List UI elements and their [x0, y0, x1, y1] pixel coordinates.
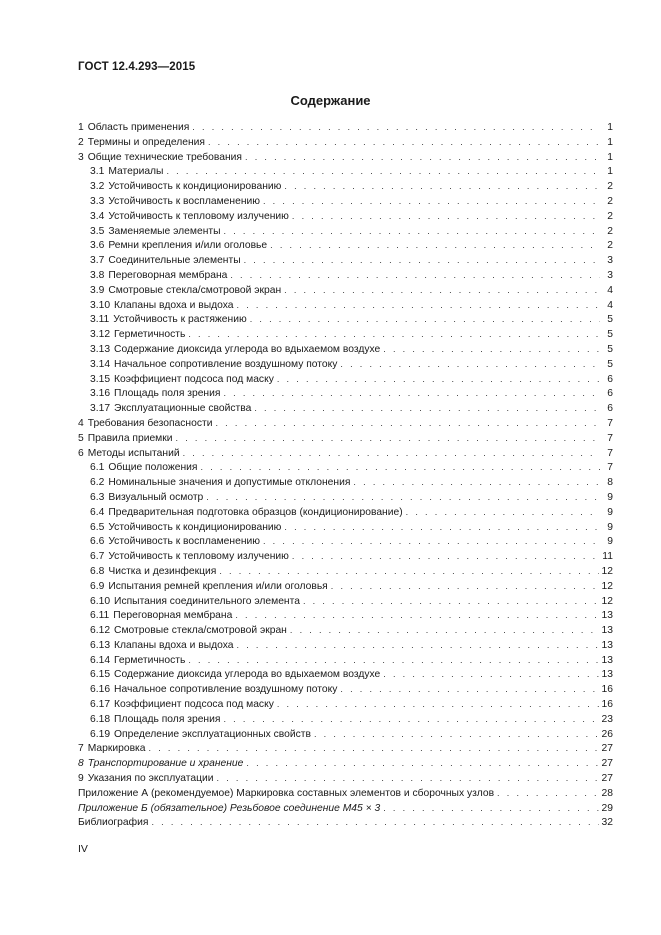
toc-entry-page: 12 — [601, 565, 613, 577]
toc-entry-number: 3 — [78, 151, 84, 163]
toc-entry-title: Общие технические требования — [87, 151, 242, 163]
toc-entry-number: 6.4 — [90, 506, 105, 518]
toc-entry-number: 5 — [78, 432, 84, 444]
toc-entry-number: 3.17 — [90, 403, 111, 415]
toc-entry-page: 4 — [607, 299, 613, 311]
document-header: ГОСТ 12.4.293—2015 — [78, 61, 196, 73]
toc-entry-number: 1 — [78, 122, 84, 133]
toc-dot-leader — [206, 490, 600, 505]
toc-dot-leader — [254, 401, 600, 416]
toc-entry-title: Устойчивость к воспламенению — [108, 195, 260, 207]
toc-entry[interactable] — [78, 490, 613, 505]
toc-entry-number: 6.18 — [90, 713, 111, 725]
toc-entry-page: 9 — [607, 491, 613, 503]
toc-entry-number: 4 — [78, 417, 84, 429]
toc-entry-page: 13 — [601, 610, 613, 622]
toc-entry-page: 6 — [607, 403, 613, 415]
toc-entry-title: Предварительная подготовка образцов (кондиционирование) — [108, 506, 403, 518]
toc-entry-title: Коэффициент подсоса под маску — [114, 373, 274, 385]
toc-entry-title: Термины и определения — [87, 136, 205, 148]
toc-dot-leader — [284, 283, 600, 298]
toc-entry-title: Переговорная мембрана — [113, 610, 233, 622]
toc-dot-leader — [270, 238, 600, 253]
toc-dot-leader — [263, 194, 600, 209]
toc-entry-title: Начальное сопротивление воздушному потоку — [114, 684, 338, 696]
toc-dot-leader — [263, 534, 600, 549]
toc-entry-page: 23 — [601, 713, 613, 725]
toc-entry-title: Площадь поля зрения — [114, 388, 221, 400]
toc-dot-leader — [151, 815, 598, 830]
toc-dot-leader — [340, 682, 598, 697]
toc-entry[interactable] — [78, 312, 613, 327]
toc-entry-title: Смотровые стекла/смотровой экран — [108, 284, 282, 296]
toc-entry[interactable] — [78, 179, 613, 194]
toc-entry[interactable] — [78, 534, 613, 549]
toc-entry[interactable] — [78, 505, 613, 520]
toc-entry-page: 1 — [607, 166, 613, 178]
toc-entry-page: 5 — [607, 358, 613, 370]
toc-dot-leader — [292, 549, 599, 564]
toc-entry-title: Требования безопасности — [87, 417, 213, 429]
toc-entry-number: 3.16 — [90, 388, 111, 400]
toc-dot-leader — [250, 312, 600, 327]
toc-entry-page: 16 — [601, 684, 613, 696]
toc-entry-title: Клапаны вдоха и выдоха — [114, 639, 234, 651]
toc-entry-title: Методы испытаний — [87, 447, 180, 459]
toc-entry[interactable] — [78, 357, 613, 372]
toc-entry-title: Область применения — [87, 122, 190, 133]
toc-entry[interactable] — [78, 712, 613, 727]
toc-entry-number: 6.12 — [90, 625, 111, 637]
toc-entry[interactable] — [78, 372, 613, 387]
toc-dot-leader — [245, 150, 600, 165]
toc-entry-title: Эксплуатационные свойства — [114, 403, 252, 415]
page-number: IV — [78, 843, 88, 855]
toc-entry-number: 9 — [78, 773, 84, 785]
toc-entry-page: 11 — [602, 551, 613, 563]
toc-dot-leader — [215, 416, 600, 431]
toc-dot-leader — [183, 446, 600, 461]
toc-entry-number: 6.14 — [90, 654, 111, 666]
toc-entry-title: Чистка и дезинфекция — [108, 565, 217, 577]
toc-entry[interactable] — [78, 564, 613, 579]
toc-entry-number: 6.19 — [90, 728, 111, 740]
toc-entry-number: 3.1 — [90, 166, 105, 178]
toc-entry-title: Правила приемки — [87, 432, 173, 444]
toc-entry-number: 6.9 — [90, 580, 105, 592]
toc-entry[interactable] — [78, 209, 613, 224]
toc-dot-leader — [284, 179, 600, 194]
toc-dot-leader — [208, 135, 600, 150]
toc-entry[interactable] — [78, 638, 613, 653]
toc-entry[interactable] — [78, 416, 613, 431]
toc-entry-number: 3.5 — [90, 225, 105, 237]
toc-entry-number: 2 — [78, 136, 84, 148]
toc-entry[interactable] — [78, 253, 613, 268]
toc-entry-title: Материалы — [108, 166, 164, 178]
toc-dot-leader — [192, 120, 600, 135]
toc-entry-number: 6.15 — [90, 669, 111, 681]
toc-entry-title: Приложение Б (обязательное) Резьбовое соединение М45 × 3 — [78, 802, 381, 814]
toc-entry-number: 6.11 — [90, 610, 110, 622]
toc-entry-page: 3 — [607, 255, 613, 267]
toc-entry-title: Библиография — [78, 817, 149, 829]
toc-entry-page: 2 — [607, 225, 613, 237]
toc-entry-page: 9 — [607, 521, 613, 533]
toc-dot-leader — [406, 505, 600, 520]
toc-entry[interactable] — [78, 135, 613, 150]
toc-entry-page: 7 — [607, 432, 613, 444]
toc-dot-leader — [237, 638, 599, 653]
toc-dot-leader — [277, 372, 600, 387]
toc-entry[interactable] — [78, 386, 613, 401]
toc-entry-page: 13 — [601, 654, 613, 666]
toc-entry-page: 7 — [607, 417, 613, 429]
toc-entry-page: 7 — [607, 447, 613, 459]
toc-entry[interactable] — [78, 475, 613, 490]
toc-entry-number: 6.2 — [90, 477, 105, 489]
toc-dot-leader — [223, 386, 600, 401]
toc-entry-number: 6 — [78, 447, 84, 459]
toc-entry-page: 13 — [601, 639, 613, 651]
toc-entry-page: 1 — [607, 151, 613, 163]
toc-entry[interactable] — [78, 460, 613, 475]
toc-entry-title: Переговорная мембрана — [108, 269, 228, 281]
toc-entry[interactable] — [78, 401, 613, 416]
toc-entry-title: Устойчивость к кондиционированию — [108, 521, 282, 533]
toc-entry-title: Ремни крепления и/или оголовье — [108, 240, 268, 252]
toc-entry-page: 27 — [601, 758, 613, 770]
toc-entry[interactable] — [78, 342, 613, 357]
toc-entry-title: Визуальный осмотр — [108, 491, 204, 503]
toc-dot-leader — [383, 801, 598, 816]
toc-entry-page: 2 — [607, 195, 613, 207]
toc-dot-leader — [246, 756, 598, 771]
toc-entry[interactable] — [78, 520, 613, 535]
toc-entry-title: Номинальные значения и допустимые отклонения — [108, 477, 351, 489]
toc-dot-leader — [235, 608, 598, 623]
toc-entry[interactable] — [78, 594, 613, 609]
toc-entry-number: 3.7 — [90, 255, 105, 267]
toc-entry[interactable] — [78, 786, 613, 801]
toc-entry-title: Устойчивость к растяжению — [113, 314, 247, 326]
toc-entry-number: 6.17 — [90, 699, 111, 711]
toc-entry-title: Смотровые стекла/смотровой экран — [114, 625, 287, 637]
toc-dot-leader — [223, 712, 598, 727]
toc-dot-leader — [292, 209, 600, 224]
toc-entry-page: 2 — [607, 181, 613, 193]
toc-dot-leader — [201, 460, 601, 475]
toc-entry-page: 32 — [601, 817, 613, 829]
toc-entry-page: 5 — [607, 314, 613, 326]
toc-entry-page: 5 — [607, 329, 613, 341]
toc-entry-number: 6.10 — [90, 595, 111, 607]
toc-entry-number: 6.8 — [90, 565, 105, 577]
toc-entry-page: 12 — [601, 580, 613, 592]
toc-dot-leader — [188, 327, 600, 342]
toc-dot-leader — [219, 564, 598, 579]
toc-entry[interactable] — [78, 667, 613, 682]
toc-entry[interactable] — [78, 194, 613, 209]
toc-entry[interactable] — [78, 623, 613, 638]
toc-entry-title: Транспортирование и хранение — [87, 758, 244, 770]
toc-entry-number: 3.13 — [90, 343, 111, 355]
toc-entry[interactable] — [78, 756, 613, 771]
toc-entry-page: 9 — [607, 536, 613, 548]
toc-dot-leader — [284, 520, 600, 535]
toc-entry-number: 3.10 — [90, 299, 111, 311]
toc-entry-number: 6.3 — [90, 491, 105, 503]
page-title: Содержание — [290, 93, 371, 108]
toc-dot-leader — [303, 594, 599, 609]
toc-entry[interactable] — [78, 164, 613, 179]
toc-entry-page: 8 — [607, 477, 613, 489]
toc-entry-page: 26 — [601, 728, 613, 740]
toc-dot-leader — [166, 164, 600, 179]
toc-entry-title: Устойчивость к кондиционированию — [108, 181, 282, 193]
toc-entry-number: 6.5 — [90, 521, 105, 533]
toc-entry[interactable] — [78, 741, 613, 756]
toc-entry-page: 16 — [601, 699, 613, 711]
toc-entry[interactable] — [78, 697, 613, 712]
toc-entry-number: 3.4 — [90, 210, 105, 222]
toc-dot-leader — [383, 342, 600, 357]
toc-entry[interactable] — [78, 224, 613, 239]
toc-entry-number: 6.7 — [90, 551, 105, 563]
toc-entry-number: 6.13 — [90, 639, 111, 651]
toc-entry-title: Соединительные элементы — [108, 255, 241, 267]
toc-entry-page: 1 — [607, 122, 613, 133]
toc-entry[interactable] — [78, 446, 613, 461]
toc-entry[interactable] — [78, 608, 613, 623]
toc-entry-title: Клапаны вдоха и выдоха — [114, 299, 234, 311]
toc-entry-number: 3.15 — [90, 373, 111, 385]
toc-entry-page: 27 — [601, 743, 613, 755]
toc-entry-title: Испытания соединительного элемента — [114, 595, 300, 607]
toc-dot-leader — [188, 653, 598, 668]
toc-entry-page: 2 — [607, 210, 613, 222]
toc-entry-title: Устойчивость к тепловому излучению — [108, 210, 289, 222]
toc-entry-title: Содержание диоксида углерода во вдыхаемом воздухе — [114, 343, 381, 355]
toc-entry-number: 3.12 — [90, 329, 111, 341]
toc-entry-page: 4 — [607, 284, 613, 296]
toc-entry-title: Общие положения — [108, 462, 198, 474]
toc-entry-page: 29 — [601, 802, 613, 814]
toc-entry-title: Заменяемые элементы — [108, 225, 221, 237]
toc-dot-leader — [353, 475, 600, 490]
toc-dot-leader — [244, 253, 600, 268]
toc-dot-leader — [176, 431, 600, 446]
toc-entry-number: 7 — [78, 743, 84, 755]
toc-dot-leader — [217, 771, 599, 786]
toc-entry[interactable] — [78, 298, 613, 313]
toc-entry-page: 6 — [607, 373, 613, 385]
toc-entry[interactable] — [78, 120, 613, 135]
toc-dot-leader — [237, 298, 601, 313]
toc-dot-leader — [230, 268, 600, 283]
toc-entry-page: 7 — [607, 462, 613, 474]
toc-entry[interactable] — [78, 771, 613, 786]
toc-entry-page: 5 — [607, 343, 613, 355]
toc-entry-number: 8 — [78, 758, 84, 770]
toc-entry-page: 1 — [607, 136, 613, 148]
toc-entry-page: 12 — [601, 595, 613, 607]
toc-entry-page: 27 — [601, 773, 613, 785]
toc-entry[interactable] — [78, 431, 613, 446]
toc-dot-leader — [340, 357, 600, 372]
toc-entry-number: 3.14 — [90, 358, 111, 370]
toc-entry-number: 6.6 — [90, 536, 105, 548]
toc-entry[interactable] — [78, 150, 613, 165]
toc-entry-number: 3.6 — [90, 240, 105, 252]
toc-entry-number: 3.3 — [90, 195, 105, 207]
toc-entry[interactable] — [78, 327, 613, 342]
toc-entry-title: Устойчивость к воспламенению — [108, 536, 260, 548]
toc-entry[interactable] — [78, 283, 613, 298]
toc-entry-number: 3.11 — [90, 314, 110, 326]
toc-entry[interactable] — [78, 682, 613, 697]
toc-entry-title: Определение эксплуатационных свойств — [114, 728, 311, 740]
toc-entry-title: Приложение А (рекомендуемое) Маркировка составных элементов и сборочных узлов — [78, 787, 495, 799]
toc-entry-number: 3.2 — [90, 181, 105, 193]
toc-entry-title: Испытания ремней крепления и/или оголовья — [108, 580, 328, 592]
toc-entry-number: 3.8 — [90, 269, 105, 281]
toc-entry[interactable] — [78, 268, 613, 283]
toc-entry-number: 6.16 — [90, 684, 111, 696]
toc-entry[interactable] — [78, 549, 613, 564]
toc-entry-page: 28 — [601, 787, 613, 799]
toc-entry-title: Указания по эксплуатации — [87, 773, 214, 785]
toc-entry[interactable] — [78, 801, 613, 816]
toc-dot-leader — [224, 224, 600, 239]
toc-entry[interactable] — [78, 238, 613, 253]
toc-entry-page: 13 — [601, 669, 613, 681]
toc-entry-page: 3 — [607, 269, 613, 281]
toc-entry-title: Герметичность — [114, 329, 186, 341]
toc-entry[interactable] — [78, 815, 613, 830]
toc-dot-leader — [331, 579, 599, 594]
toc-entry-title: Устойчивость к тепловому излучению — [108, 551, 289, 563]
toc-entry-title: Начальное сопротивление воздушному потоку — [114, 358, 338, 370]
toc-entry-page: 6 — [607, 388, 613, 400]
toc-dot-leader — [383, 667, 598, 682]
toc-entry-title: Маркировка — [87, 743, 146, 755]
toc-entry-title: Коэффициент подсоса под маску — [114, 699, 274, 711]
toc-entry-page: 2 — [607, 240, 613, 252]
toc-entry-title: Герметичность — [114, 654, 186, 666]
toc-entry-page: 13 — [601, 625, 613, 637]
toc-dot-leader — [277, 697, 599, 712]
toc-entry[interactable] — [78, 579, 613, 594]
toc-entry[interactable] — [78, 727, 613, 742]
toc-dot-leader — [149, 741, 599, 756]
toc-entry-title: Содержание диоксида углерода во вдыхаемом воздухе — [114, 669, 381, 681]
toc-entry-number: 6.1 — [90, 462, 105, 474]
toc-entry-number: 3.9 — [90, 284, 105, 296]
toc-entry-page: 9 — [607, 506, 613, 518]
toc-dot-leader — [314, 727, 599, 742]
toc-entry[interactable] — [78, 653, 613, 668]
toc-entry-title: Площадь поля зрения — [114, 713, 221, 725]
table-of-contents — [78, 120, 613, 830]
toc-dot-leader — [497, 786, 598, 801]
toc-dot-leader — [290, 623, 599, 638]
